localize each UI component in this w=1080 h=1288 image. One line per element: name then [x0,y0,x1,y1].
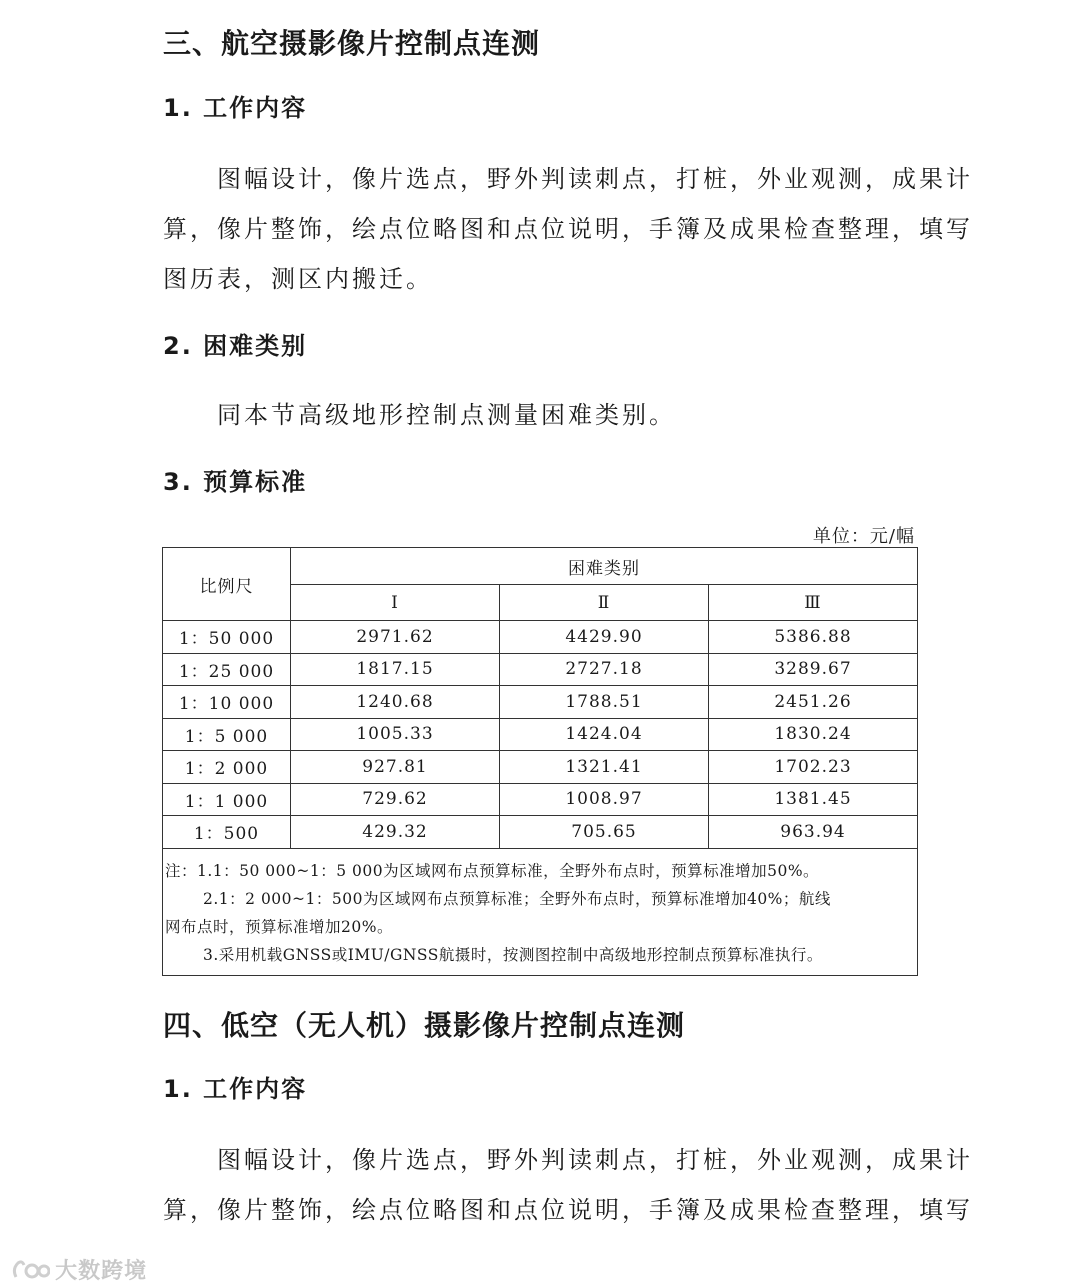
value-cell: 963.94 [709,816,918,849]
note-1: 注：1.1：50 000~1：5 000为区域网布点预算标准，全野外布点时，预算标准增加50%。 [165,861,820,880]
value-cell: 1702.23 [709,751,918,784]
watermark-logo-icon [10,1257,50,1283]
class-header-2: Ⅱ [500,585,709,621]
unit-label: 单位：元/幅 [812,526,915,547]
table-row [163,621,918,654]
note-3: 3.采用机载GNSS或IMU/GNSS航摄时，按测图控制中高级地形控制点预算标准执行。 [203,945,823,964]
scale-header: 比例尺 [163,548,291,621]
value-cell: 927.81 [291,751,500,784]
section-4-work-line-1: 图幅设计，像片选点，野外判读刺点，打桩，外业观测，成果计 [217,1146,973,1174]
watermark-text: 大数跨境 [55,1259,148,1284]
section-3-work-heading: 1. 工作内容 [163,94,308,122]
scale-cell: 1：1 000 [163,783,291,816]
value-cell: 5386.88 [709,621,918,654]
value-cell: 429.32 [291,816,500,849]
value-cell: 1240.68 [291,686,500,719]
table-row [163,653,918,686]
scale-cell: 1：5 000 [163,718,291,751]
value-cell: 2451.26 [709,686,918,719]
scale-cell: 1：25 000 [163,653,291,686]
section-3-title: 三、航空摄影像片控制点连测 [163,27,541,60]
class-header-3: Ⅲ [709,585,918,621]
table-notes [163,848,918,976]
section-4-work-heading: 1. 工作内容 [163,1075,308,1103]
scale-cell: 1：50 000 [163,621,291,654]
value-cell: 1321.41 [500,751,709,784]
section-3-difficulty-heading: 2. 困难类别 [163,332,308,360]
table-row [163,718,918,751]
table-row [163,783,918,816]
value-cell: 3289.67 [709,653,918,686]
section-3-budget-heading: 3. 预算标准 [163,468,308,496]
section-4-work-line-2: 算，像片整饰，绘点位略图和点位说明，手簿及成果检查整理，填写 [163,1196,973,1224]
table-row [163,686,918,719]
value-cell: 729.62 [291,783,500,816]
class-header-1: Ⅰ [291,585,500,621]
section-4-title: 四、低空（无人机）摄影像片控制点连测 [163,1009,686,1042]
value-cell: 4429.90 [500,621,709,654]
section-3-work-line-3: 图历表，测区内搬迁。 [163,265,433,293]
note-2-cont: 网布点时，预算标准增加20%。 [165,917,393,936]
note-2: 2.1：2 000~1：500为区域网布点预算标准；全野外布点时，预算标准增加40%；航线 [203,889,831,908]
watermark [10,1254,147,1285]
scale-cell: 1：10 000 [163,686,291,719]
scale-cell: 1：2 000 [163,751,291,784]
value-cell: 1788.51 [500,686,709,719]
value-cell: 1381.45 [709,783,918,816]
scale-cell: 1：500 [163,816,291,849]
value-cell: 1830.24 [709,718,918,751]
section-3-difficulty-text: 同本节高级地形控制点测量困难类别。 [217,401,676,429]
section-3-work-line-2: 算，像片整饰，绘点位略图和点位说明，手簿及成果检查整理，填写 [163,215,973,243]
value-cell: 705.65 [500,816,709,849]
value-cell: 2971.62 [291,621,500,654]
budget-table [162,547,918,976]
value-cell: 1005.33 [291,718,500,751]
table-row [163,816,918,849]
table-row [163,751,918,784]
section-3-work-line-1: 图幅设计，像片选点，野外判读刺点，打桩，外业观测，成果计 [217,165,973,193]
value-cell: 2727.18 [500,653,709,686]
difficulty-header: 困难类别 [291,548,918,585]
value-cell: 1424.04 [500,718,709,751]
value-cell: 1008.97 [500,783,709,816]
value-cell: 1817.15 [291,653,500,686]
